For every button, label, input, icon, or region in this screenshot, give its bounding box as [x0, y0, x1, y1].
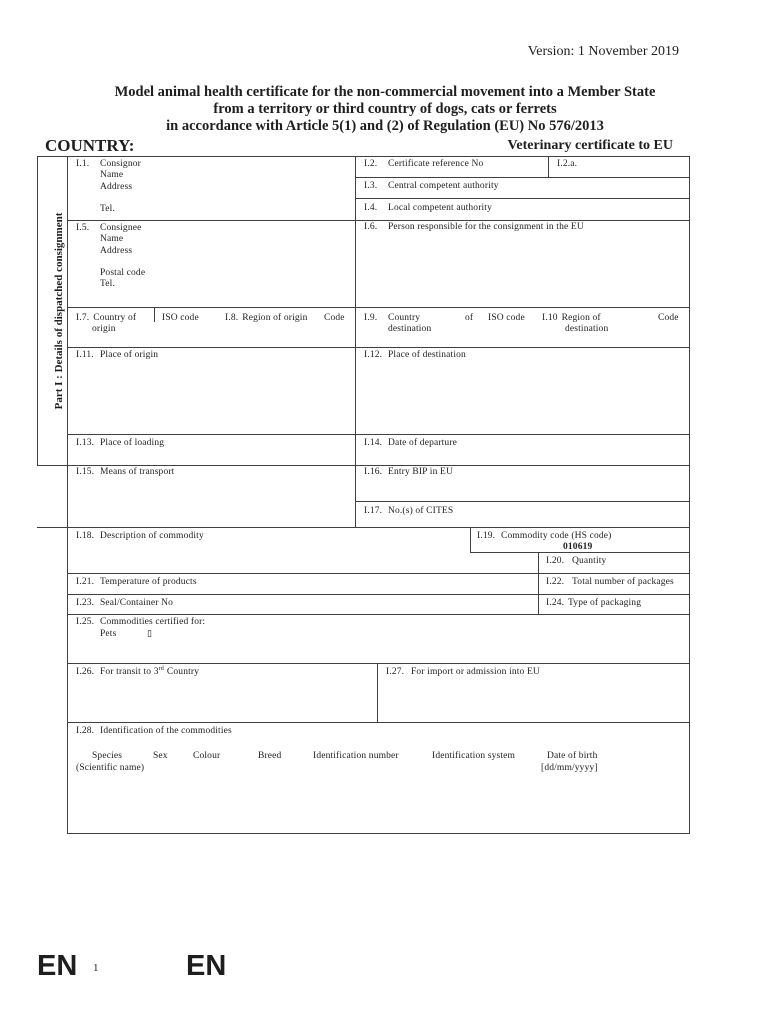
field-number: I.19. [477, 530, 496, 541]
field-i20-quantity [538, 552, 690, 574]
field-i6-person-responsible [355, 220, 690, 308]
column-species-subtitle: (Scientific name) [76, 762, 145, 773]
field-label: Quantity [572, 555, 607, 566]
field-label: Means of transport [100, 467, 175, 477]
part-label: Part I : Details of dispatched consignment [53, 212, 65, 410]
consignee-label: Consignee [100, 222, 142, 233]
name-label: Name [100, 170, 124, 180]
field-number: I.7. [76, 312, 90, 323]
field-number: I.10 [542, 312, 558, 323]
field-number: I.9. [364, 312, 378, 323]
field-number: I.5. [76, 222, 90, 233]
field-label: Type of packaging [568, 597, 642, 608]
consignor-label: Consignor [100, 158, 141, 169]
iso-code-label: ISO code [162, 312, 199, 323]
country-of-origin-label [76, 313, 136, 324]
title-line: Model animal health certificate for the non-commercial movement into a Member State [114, 84, 656, 100]
field-number: I.17. [364, 505, 383, 516]
field-label: Region of [561, 312, 601, 323]
field-i23-seal-container [67, 594, 539, 615]
field-number: I.11. [76, 349, 94, 360]
pets-option-label: Pets [100, 628, 117, 639]
code-label: Code [658, 312, 679, 323]
pets-checkbox[interactable]: ▯ [147, 628, 153, 639]
field-label: Temperature of products [100, 576, 197, 587]
field-i15-means-of-transport [67, 465, 356, 528]
field-label-continued: destination [388, 324, 432, 334]
language-code-left: EN [37, 950, 78, 982]
field-i2-certificate-reference [355, 156, 549, 178]
ordinal-suffix: rd [158, 665, 164, 672]
field-i14-date-of-departure [355, 434, 690, 466]
field-label: Country of [93, 312, 137, 323]
field-label: Place of loading [100, 437, 165, 448]
field-label: Identification of the commodities [100, 725, 232, 736]
consignee-labels [100, 223, 141, 258]
field-label: Central competent authority [388, 180, 499, 191]
field-label: Seal/Container No [100, 597, 173, 608]
field-number: I.1. [76, 158, 90, 169]
field-number: I.15. [76, 467, 95, 477]
title-line: from a territory or third country of dogs, cats or ferrets [213, 101, 557, 117]
section-divider [37, 527, 68, 528]
field-i24-type-of-packaging [538, 594, 690, 615]
language-code-right: EN [186, 950, 227, 982]
field-number: I.21. [76, 576, 95, 587]
field-label: Description of commodity [100, 530, 204, 541]
field-label: Date of departure [388, 437, 458, 448]
column-identification-number: Identification number [313, 750, 399, 761]
address-label: Address [100, 245, 133, 256]
address-label: Address [100, 181, 133, 192]
field-i7-i8-origin [67, 307, 356, 348]
field-number: I.14. [364, 437, 383, 448]
consignor-labels [100, 159, 141, 194]
field-i25-commodities-certified [67, 614, 690, 664]
field-i13-place-of-loading [67, 434, 356, 466]
field-label: No.(s) of CITES [388, 505, 454, 516]
title-line: in accordance with Article 5(1) and (2) of Regulation (EU) No 576/2013 [166, 118, 604, 134]
consignee-contact-labels [100, 268, 145, 291]
field-number: I.2.a. [557, 158, 578, 169]
part-label-column [37, 156, 68, 466]
field-label: Region of origin [242, 312, 308, 323]
field-label: Total number of packages [572, 576, 674, 587]
field-label: Country [388, 312, 421, 323]
region-of-destination-label [542, 313, 601, 324]
iso-code-label: ISO code [488, 312, 525, 323]
field-label: Certificate reference No [388, 158, 484, 169]
field-number: I.2. [364, 158, 378, 169]
field-label-text: For transit to 3 [100, 666, 159, 677]
field-i27-import-into-eu [377, 663, 690, 723]
field-i17-cites-numbers [355, 501, 690, 528]
field-i5-consignee [67, 220, 356, 308]
field-number: I.3. [364, 180, 378, 191]
field-number: I.28. [76, 725, 95, 736]
code-label: Code [324, 312, 345, 323]
field-label: Local competent authority [388, 202, 492, 213]
country-label: COUNTRY: [45, 136, 135, 155]
iso-code-divider [154, 308, 155, 322]
field-label-continued: destination [565, 324, 609, 334]
field-label: For import or admission into EU [411, 666, 540, 677]
field-label-continued: origin [92, 323, 116, 334]
column-date-format: [dd/mm/yyyy] [541, 762, 598, 773]
field-label: Person responsible for the consignment in the EU [388, 222, 584, 232]
field-i28-identification [67, 722, 690, 834]
field-i26-transit-third-country [67, 663, 378, 723]
field-i12-place-of-destination [355, 347, 690, 435]
field-i1-consignor [67, 156, 356, 221]
name-label: Name [100, 234, 124, 244]
field-number: I.25. [76, 616, 95, 627]
column-breed: Breed [258, 750, 282, 761]
field-number: I.23. [76, 597, 95, 608]
field-label-of: of [465, 312, 474, 323]
field-label: Commodities certified for: [100, 616, 206, 627]
field-number: I.13. [76, 437, 95, 448]
field-number: I.22. [546, 576, 565, 587]
field-number: I.27. [386, 666, 405, 677]
field-label [100, 667, 199, 678]
page-number: 1 [93, 962, 99, 974]
field-label: Place of destination [388, 349, 466, 360]
region-of-origin-label [225, 313, 307, 324]
field-number: I.12. [364, 349, 383, 360]
field-number: I.18. [76, 530, 95, 541]
postal-code-label: Postal code [100, 267, 146, 278]
field-label: Place of origin [100, 349, 159, 360]
field-label-text: Country [166, 666, 200, 677]
column-species: Species [92, 750, 123, 761]
field-i4-local-authority [355, 198, 690, 221]
column-date-of-birth: Date of birth [547, 750, 598, 761]
field-i21-temperature [67, 573, 539, 595]
field-i22-total-packages [538, 573, 690, 595]
version-date: Version: 1 November 2019 [527, 44, 679, 59]
field-i9-i10-destination [355, 307, 690, 348]
tel-label: Tel. [100, 279, 115, 289]
hs-code-value: 010619 [563, 542, 593, 552]
field-label: Entry BIP in EU [388, 467, 453, 477]
field-number: I.26. [76, 666, 95, 677]
field-i2a [548, 156, 690, 178]
tel-label: Tel. [100, 203, 115, 214]
field-number: I.8. [225, 312, 239, 323]
field-number: I.20. [546, 555, 565, 566]
field-i11-place-of-origin [67, 347, 356, 435]
field-label: Commodity code (HS code) [501, 530, 612, 541]
field-number: I.24. [546, 597, 565, 608]
field-i16-entry-bip [355, 465, 690, 502]
certificate-title [0, 84, 770, 135]
column-sex: Sex [153, 750, 168, 761]
field-number: I.16. [364, 467, 383, 477]
field-i19-commodity-code [470, 527, 690, 553]
field-number: I.6. [364, 222, 378, 232]
field-number: I.4. [364, 202, 378, 213]
field-i3-central-authority [355, 177, 690, 199]
column-colour: Colour [193, 750, 221, 761]
column-identification-system: Identification system [432, 750, 516, 761]
certificate-type: Veterinary certificate to EU [507, 138, 673, 153]
